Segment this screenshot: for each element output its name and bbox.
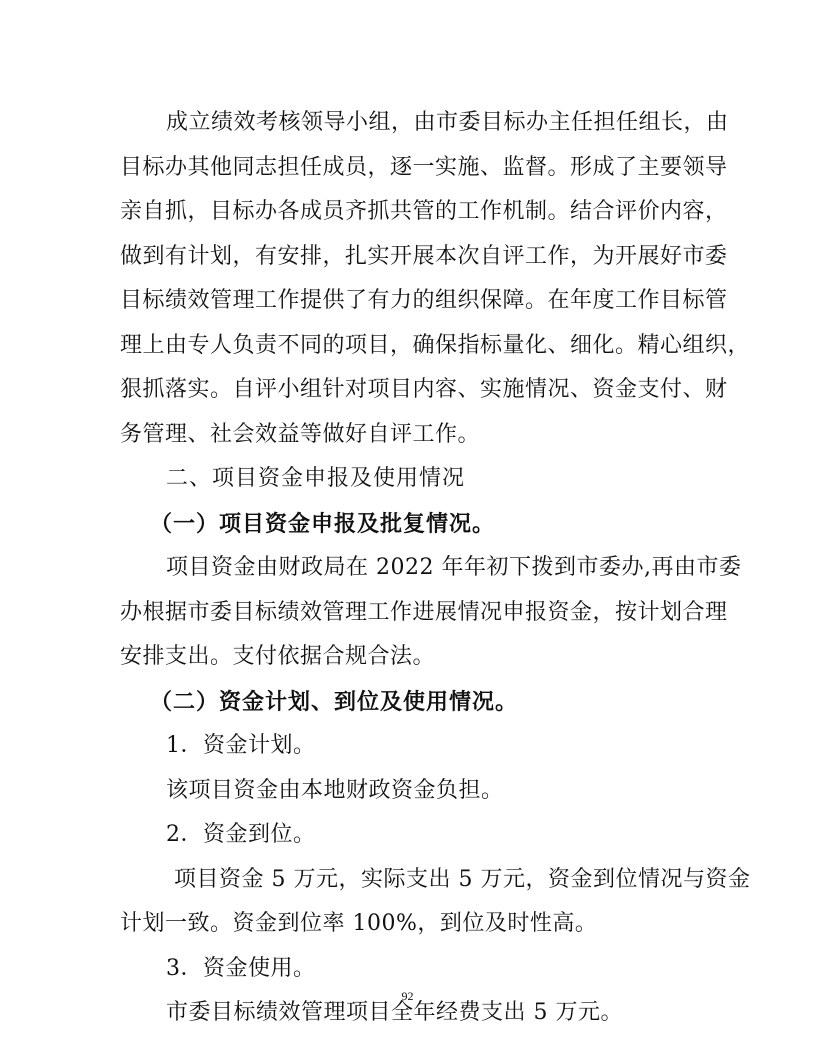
text-line: 做到有计划，有安排，扎实开展本次自评工作，为开展好市委 (120, 244, 728, 269)
page-number: 92 (401, 989, 414, 1003)
text-line: 亲自抓，目标办各成员齐抓共管的工作机制。结合评价内容， (120, 199, 728, 224)
text-line: 目标绩效管理工作提供了有力的组织保障。在年度工作目标管 (120, 288, 728, 313)
text-line: 安排支出。支付依据合规合法。 (120, 644, 436, 669)
text-line: 计划一致。资金到位率 100%，到位及时性高。 (120, 911, 598, 936)
text-line: 项目资金由财政局在 2022 年年初下拨到市委办,再由市委 (166, 555, 742, 580)
item-3-text: 市委目标绩效管理项目全年经费支出 5 万元。 (166, 1000, 623, 1025)
subsection-heading-1: （一）项目资金申报及批复情况。 (150, 511, 496, 537)
text-line: 项目资金 5 万元，实际支出 5 万元，资金到位情况与资金 (174, 867, 751, 892)
subsection-heading-2: （二）资金计划、到位及使用情况。 (150, 689, 519, 715)
text-line: 成立绩效考核领导小组，由市委目标办主任担任组长，由 (166, 110, 729, 135)
text-line: 目标办其他同志担任成员，逐一实施、监督。形成了主要领导 (120, 155, 728, 180)
item-1-text: 该项目资金由本地财政资金负担。 (166, 778, 504, 803)
item-3-title: 3．资金使用。 (166, 956, 316, 981)
item-2-title: 2．资金到位。 (166, 822, 316, 847)
text-line: 理上由专人负责不同的项目，确保指标量化、细化。精心组织， (120, 333, 751, 358)
text-line: 办根据市委目标绩效管理工作进展情况申报资金，按计划合理 (120, 600, 728, 625)
text-line: 狠抓落实。自评小组针对项目内容、实施情况、资金支付、财 (120, 377, 728, 402)
section-heading: 二、项目资金申报及使用情况 (166, 466, 466, 491)
item-1-title: 1．资金计划。 (166, 733, 316, 758)
text-line: 务管理、社会效益等做好自评工作。 (120, 422, 481, 447)
